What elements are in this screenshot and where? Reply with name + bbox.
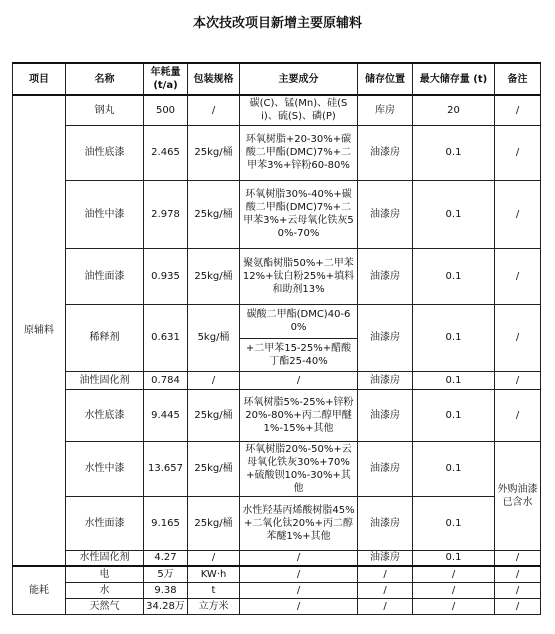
cell-max: 0.1 [413, 441, 495, 496]
cell-name: 电 [66, 566, 144, 582]
cell-loc: 油漆房 [358, 496, 413, 550]
cell-amount: 9.165 [144, 496, 188, 550]
cell-amount: 5万 [144, 566, 188, 582]
cell-loc: 油漆房 [358, 248, 413, 304]
cell-comp: 环氧树脂+20-30%+碳酸二甲酯(DMC)7%+二甲苯3%+锌粉60-80% [240, 125, 358, 180]
cell-name: 水性面漆 [66, 496, 144, 550]
cell-note: / [495, 389, 541, 441]
cell-amount: 2.978 [144, 180, 188, 248]
cell-pack: 25kg/桶 [188, 248, 240, 304]
cell-loc: 库房 [358, 95, 413, 125]
cell-pack: 25kg/桶 [188, 125, 240, 180]
cell-comp: 碳酸二甲酯(DMC)40-60% [240, 304, 358, 338]
cell-pack: 立方米 [188, 598, 240, 614]
cell-name: 水 [66, 582, 144, 598]
table-row [13, 180, 541, 248]
cell-pack: 5kg/桶 [188, 304, 240, 371]
header-cell: 包装规格 [188, 63, 240, 95]
header-amount: 年耗量 (t/a) [150, 67, 181, 91]
cell-comp: 环氧树脂20%-50%+云母氧化铁灰30%+70%+硫酸钡10%-30%+其他 [240, 441, 358, 496]
table-row [13, 566, 541, 582]
header-cell: 项目 [13, 63, 66, 95]
cell-max: 0.1 [413, 180, 495, 248]
cell-note: / [495, 550, 541, 566]
cell-amount: 2.465 [144, 125, 188, 180]
cell-name: 油性固化剂 [66, 371, 144, 389]
cell-note: / [495, 566, 541, 582]
cell-max: 0.1 [413, 371, 495, 389]
cell-max: 0.1 [413, 125, 495, 180]
table-row [13, 125, 541, 180]
cell-amount: 500 [144, 95, 188, 125]
cell-name: 油性中漆 [66, 180, 144, 248]
table-row [13, 371, 541, 389]
cell-loc: 油漆房 [358, 389, 413, 441]
cell-pack: / [188, 371, 240, 389]
cell-comp: / [240, 582, 358, 598]
header-cell: 备注 [495, 63, 541, 95]
cell-name: 钢丸 [66, 95, 144, 125]
cell-amount: 0.784 [144, 371, 188, 389]
group-cell-energy: 能耗 [13, 566, 66, 614]
cell-name: 稀释剂 [66, 304, 144, 371]
cell-loc: 油漆房 [358, 441, 413, 496]
cell-amount: 9.38 [144, 582, 188, 598]
cell-name: 水性中漆 [66, 441, 144, 496]
cell-amount: 4.27 [144, 550, 188, 566]
cell-amount: 0.935 [144, 248, 188, 304]
cell-amount: 13.657 [144, 441, 188, 496]
header-row [13, 63, 541, 95]
cell-comp: 环氧树脂30%-40%+碳酸二甲酯(DMC)7%+二甲苯3%+云母氧化铁灰50%-70% [240, 180, 358, 248]
cell-loc: 油漆房 [358, 371, 413, 389]
cell-note: / [495, 125, 541, 180]
cell-amount: 0.631 [144, 304, 188, 371]
cell-note: / [495, 598, 541, 614]
table-title: 本次技改项目新增主要原辅料 [192, 16, 362, 31]
cell-comp: +二甲苯15-25%+醋酸丁酯25-40% [240, 338, 358, 371]
cell-comp: / [240, 550, 358, 566]
table-row [13, 304, 541, 338]
cell-pack: KW·h [188, 566, 240, 582]
header-cell: 主要成分 [240, 63, 358, 95]
cell-max: 0.1 [413, 550, 495, 566]
cell-pack: / [188, 550, 240, 566]
cell-note: / [495, 180, 541, 248]
table-row [13, 389, 541, 441]
cell-name: 油性面漆 [66, 248, 144, 304]
cell-loc: 油漆房 [358, 304, 413, 371]
cell-comp: 水性羟基丙烯酸树脂45%+二氧化钛20%+丙二醇苯醚1%+其他 [240, 496, 358, 550]
cell-max: 0.1 [413, 304, 495, 371]
cell-comp: 聚氨酯树脂50%+二甲苯12%+钛白粉25%+填料和助剂13% [240, 248, 358, 304]
header-cell [144, 63, 188, 95]
cell-pack: 25kg/桶 [188, 180, 240, 248]
cell-max: 0.1 [413, 389, 495, 441]
cell-note: / [495, 371, 541, 389]
cell-note: / [495, 582, 541, 598]
cell-loc: / [358, 598, 413, 614]
cell-max: / [413, 598, 495, 614]
cell-comp: / [240, 371, 358, 389]
group-cell-raw: 原辅料 [13, 95, 66, 566]
header-cell: 储存位置 [358, 63, 413, 95]
cell-comp: / [240, 598, 358, 614]
cell-comp: 碳(C)、锰(Mn)、硅(Si)、硫(S)、磷(P) [240, 95, 358, 125]
cell-max: 0.1 [413, 496, 495, 550]
cell-comp: / [240, 566, 358, 582]
cell-note: / [495, 248, 541, 304]
table-row [13, 248, 541, 304]
table-row [13, 550, 541, 566]
header-cell: 名称 [66, 63, 144, 95]
header-cell: 最大储存量 (t) [413, 63, 495, 95]
materials-table-wrapper [12, 62, 541, 615]
cell-max: / [413, 566, 495, 582]
cell-loc: / [358, 566, 413, 582]
table-row [13, 95, 541, 125]
cell-comp: 环氧树脂5%-25%+锌粉20%-80%+丙二醇甲醚1%-15%+其他 [240, 389, 358, 441]
cell-loc: 油漆房 [358, 125, 413, 180]
cell-name: 水性固化剂 [66, 550, 144, 566]
cell-loc: 油漆房 [358, 550, 413, 566]
cell-loc: 油漆房 [358, 180, 413, 248]
cell-amount: 34.28万 [144, 598, 188, 614]
cell-name: 天然气 [66, 598, 144, 614]
cell-max: 0.1 [413, 248, 495, 304]
table-row [13, 496, 541, 550]
cell-max: / [413, 582, 495, 598]
cell-name: 水性底漆 [66, 389, 144, 441]
cell-pack: 25kg/桶 [188, 389, 240, 441]
cell-name: 油性底漆 [66, 125, 144, 180]
table-row [13, 441, 541, 496]
materials-table [12, 62, 541, 615]
cell-note: / [495, 95, 541, 125]
cell-pack: / [188, 95, 240, 125]
cell-note-merged: 外购油漆已含水 [495, 441, 541, 550]
table-row [13, 598, 541, 614]
cell-pack: 25kg/桶 [188, 441, 240, 496]
table-row [13, 582, 541, 598]
cell-pack: t [188, 582, 240, 598]
cell-note: / [495, 304, 541, 371]
cell-amount: 9.445 [144, 389, 188, 441]
cell-pack: 25kg/桶 [188, 496, 240, 550]
cell-max: 20 [413, 95, 495, 125]
cell-loc: / [358, 582, 413, 598]
